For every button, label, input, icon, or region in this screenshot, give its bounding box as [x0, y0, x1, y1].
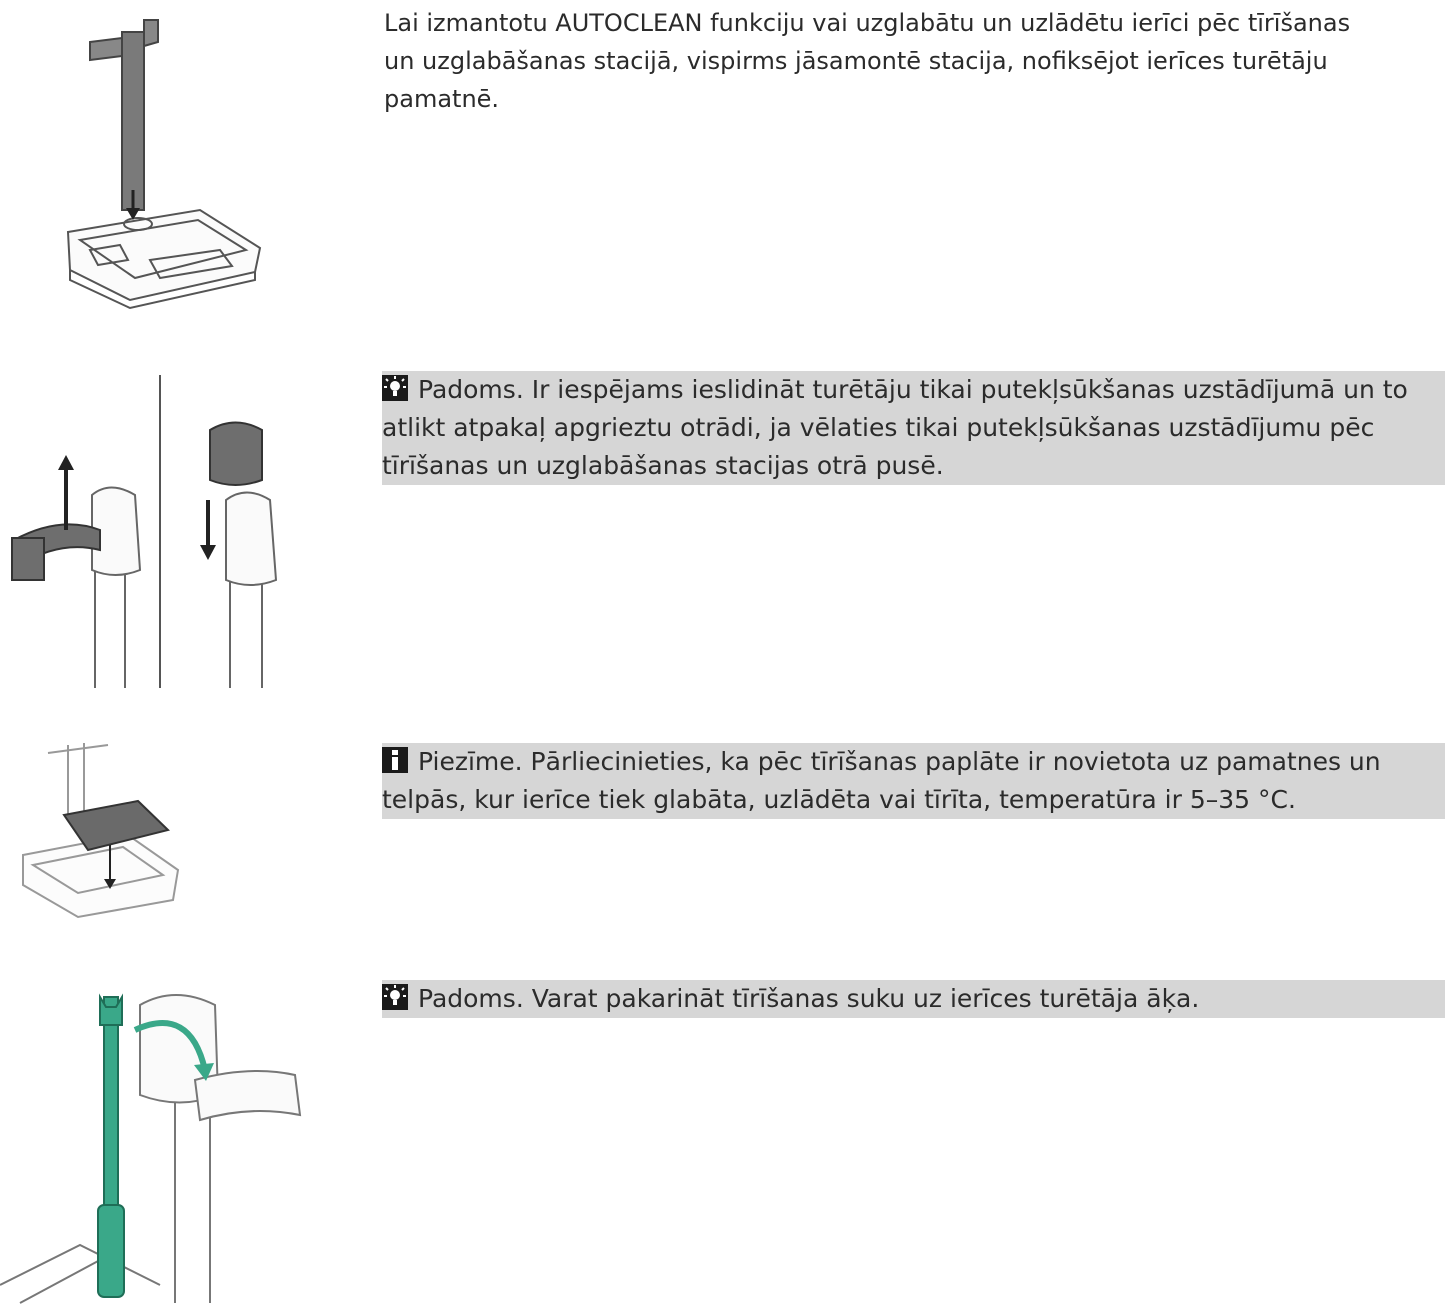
- text-line: tīrīšanas un uzglabāšanas stacijas otrā pusē.: [382, 451, 944, 480]
- tray-placement-illustration: [18, 735, 188, 925]
- note-box: [382, 743, 1445, 819]
- text-line: pamatnē.: [384, 85, 500, 113]
- brush-hook-illustration: [0, 985, 320, 1305]
- intro-paragraph: [384, 4, 1350, 118]
- info-icon: [382, 747, 408, 773]
- text-line: Piezīme. Pārliecinieties, ka pēc tīrīšanas paplāte ir novietota uz pamatnes un: [418, 747, 1381, 776]
- text-line: atlikt atpakaļ apgrieztu otrādi, ja vēlaties tikai putekļsūkšanas uzstādījumu pēc: [382, 413, 1375, 442]
- station-assembly-illustration: [50, 10, 280, 320]
- text-line: Padoms. Varat pakarināt tīrīšanas suku uz ierīces turētāja āķa.: [418, 984, 1200, 1013]
- tip-box: [382, 371, 1445, 485]
- lightbulb-icon: [382, 375, 408, 401]
- lightbulb-icon: [382, 984, 408, 1010]
- text-line: un uzglabāšanas stacijā, vispirms jāsamontē stacija, nofiksējot ierīces turētāju: [384, 47, 1328, 75]
- text-line: Lai izmantotu AUTOCLEAN funkciju vai uzglabātu un uzlādētu ierīci pēc tīrīšanas: [384, 9, 1351, 37]
- text-line: telpās, kur ierīce tiek glabāta, uzlādēta vai tīrīta, temperatūra ir 5–35 °C.: [382, 785, 1296, 814]
- tip-box: [382, 980, 1445, 1018]
- text-line: Padoms. Ir iespējams ieslidināt turētāju tikai putekļsūkšanas uzstādījumā un to: [418, 375, 1408, 404]
- holder-slide-illustration: [0, 370, 300, 690]
